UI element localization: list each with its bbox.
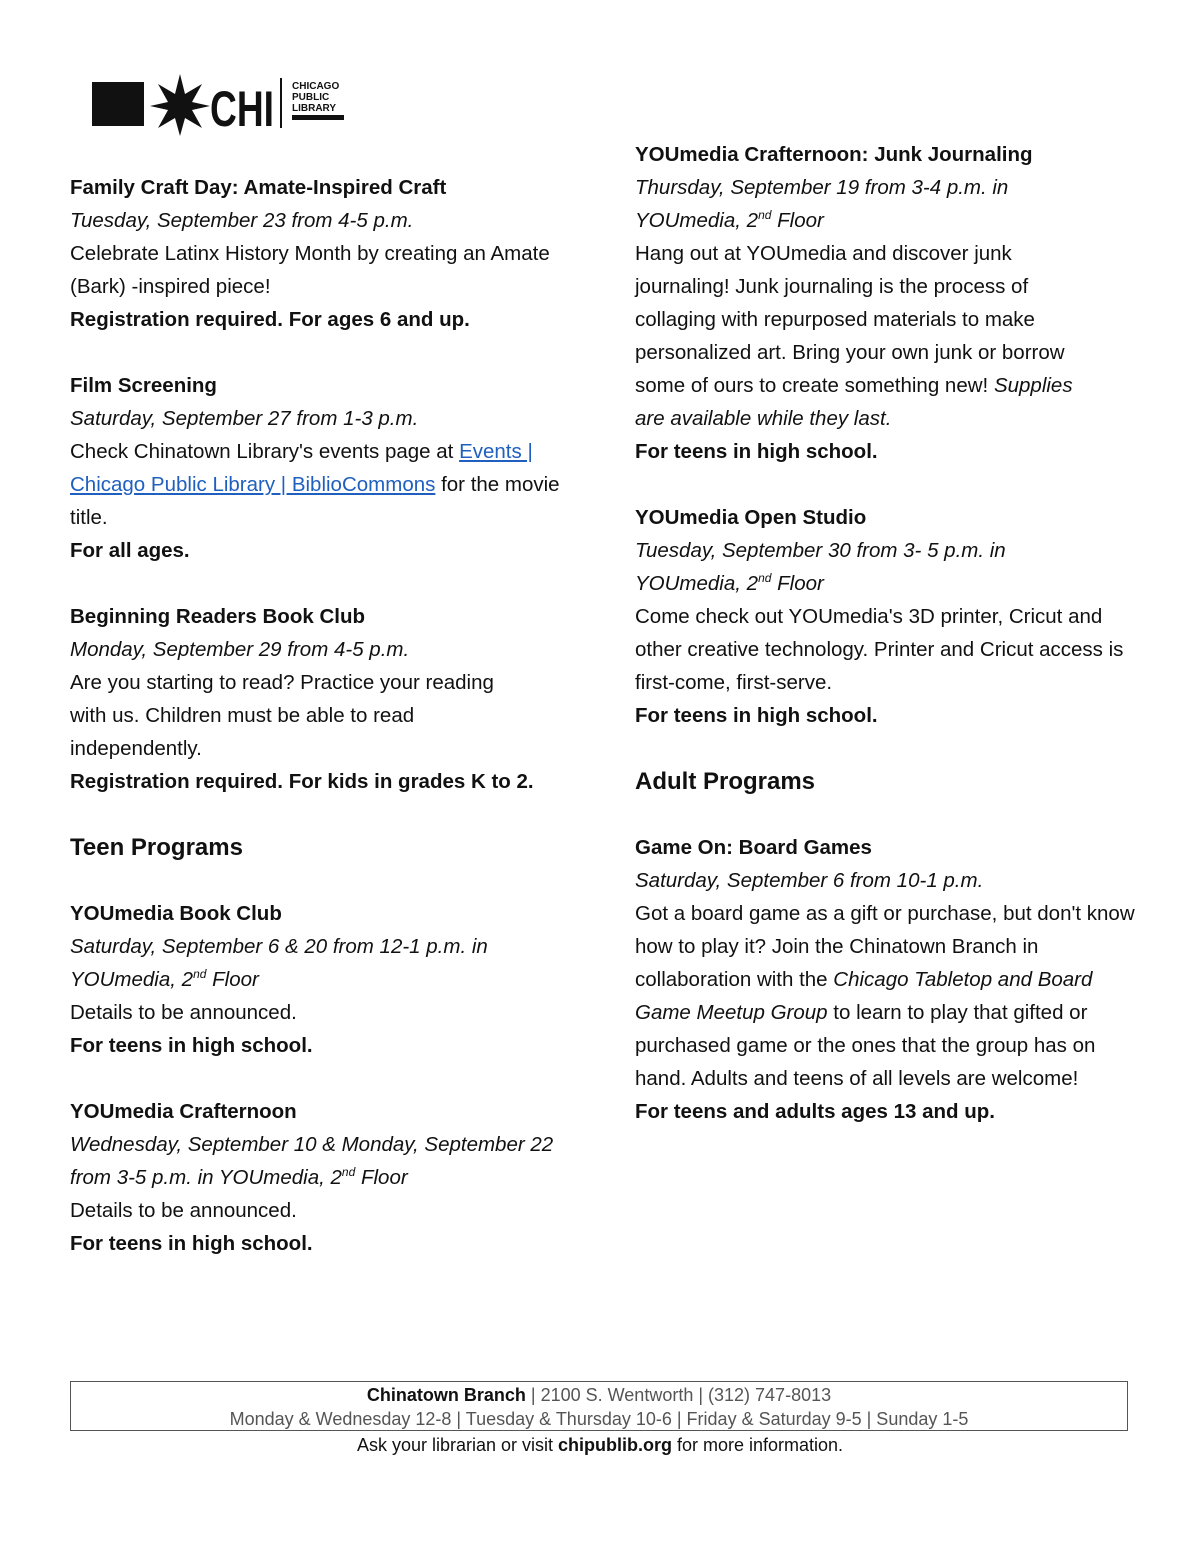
event-title: Family Craft Day: Amate-Inspired Craft xyxy=(70,176,447,199)
event-description: Come check out YOUmedia's 3D printer, Cricut and other creative technology. Printer and Cricut access is first-come, first-serve. xyxy=(635,605,1124,694)
event-date-text: Tuesday, September 30 from 3- 5 p.m. in YOUmedia, 2 xyxy=(635,539,1006,595)
event-description-text: Got a board game as a gift or purchase, but don't know how to play it? Join the Chinatown Branch in collaboration with the xyxy=(635,902,1135,991)
footer-website: chipublib.org xyxy=(558,1435,672,1455)
event-date xyxy=(70,930,530,996)
branch-hours: Monday & Wednesday 12-8 | Tuesday & Thursday 10-6 | Friday & Saturday 9-5 | Sunday 1-5 xyxy=(229,1409,969,1429)
event-date-text: Thursday, September 19 from 3-4 p.m. in YOUmedia, 2 xyxy=(635,176,1009,232)
event-description-text: for the movie title. xyxy=(70,473,560,529)
ordinal-suffix: nd xyxy=(758,571,772,586)
event-date-text: Floor xyxy=(771,572,824,595)
event-title: Beginning Readers Book Club xyxy=(70,605,365,628)
event-date xyxy=(635,534,1035,600)
event-description-text: Check Chinatown Library's events page at xyxy=(70,440,460,463)
logo-org-line2: PUBLIC xyxy=(292,92,330,103)
event-description: Celebrate Latinx History Month by creating an Amate (Bark) -inspired piece! xyxy=(70,242,550,298)
event-date-text: Floor xyxy=(355,1166,408,1189)
footer-note xyxy=(70,1433,1130,1457)
event-description xyxy=(635,897,1140,1095)
event-date: Saturday, September 6 from 10-1 p.m. xyxy=(635,869,984,892)
event-requirements: For teens in high school. xyxy=(635,440,878,463)
right-column xyxy=(635,138,1140,1161)
ordinal-suffix: nd xyxy=(341,1165,356,1180)
logo-org-line1: CHICAGO xyxy=(292,81,340,92)
branch-name: Chinatown Branch xyxy=(366,1385,526,1405)
event-requirements: Registration required. For kids in grades K to 2. xyxy=(70,770,534,793)
event-description xyxy=(70,435,570,534)
event-description-text: to learn to play that gifted or purchased game or the ones that the group has on hand. Adults and teens of all levels are welcome! xyxy=(635,1001,1096,1090)
event-description: Details to be announced. xyxy=(70,1199,297,1222)
event-description: Details to be announced. xyxy=(70,1001,297,1024)
event-title: YOUmedia Open Studio xyxy=(635,506,867,529)
events-page-link[interactable]: Events | Chicago Public Library | BiblioCommons xyxy=(70,440,533,496)
event-date-text: Wednesday, September 10 & Monday, September 22 from 3-5 p.m. in YOUmedia, 2 xyxy=(70,1133,554,1189)
event-date-text: Saturday, September 6 & 20 from 12-1 p.m. in YOUmedia, 2 xyxy=(70,935,488,991)
event-title: Film Screening xyxy=(70,374,217,397)
event-description-group: Chicago Tabletop and Board Game Meetup Group xyxy=(635,968,1093,1024)
section-heading-adult: Adult Programs xyxy=(635,768,816,795)
event-beginning-readers xyxy=(70,600,570,798)
logo-wordmark: CHI xyxy=(210,81,274,136)
left-column xyxy=(70,171,570,1293)
event-date xyxy=(635,171,1035,237)
event-youmedia-book-club xyxy=(70,897,570,1062)
ordinal-suffix: nd xyxy=(193,967,207,982)
logo-black-square xyxy=(92,82,144,126)
event-date-text: Floor xyxy=(206,968,259,991)
logo-underline xyxy=(292,115,344,120)
chicago-public-library-logo xyxy=(92,72,352,136)
event-description: Are you starting to read? Practice your reading with us. Children must be able to read independently. xyxy=(70,671,494,760)
event-youmedia-open-studio xyxy=(635,501,1140,732)
event-requirements: For teens in high school. xyxy=(70,1232,313,1255)
event-requirements: For teens in high school. xyxy=(70,1034,313,1057)
branch-address: | 2100 S. Wentworth | (312) 747-8013 xyxy=(525,1385,832,1405)
ordinal-suffix: nd xyxy=(758,208,772,223)
event-description-note: Supplies are available while they last. xyxy=(635,374,1073,430)
event-board-games xyxy=(635,831,1140,1128)
logo-org-line3: LIBRARY xyxy=(292,103,337,114)
event-date: Monday, September 29 from 4-5 p.m. xyxy=(70,638,410,661)
footer-note-text: for more information. xyxy=(672,1435,844,1455)
star-icon xyxy=(150,74,210,136)
event-requirements: Registration required. For ages 6 and up. xyxy=(70,308,470,331)
event-film-screening xyxy=(70,369,570,567)
event-description xyxy=(635,237,1100,435)
event-date-text: Floor xyxy=(771,209,824,232)
event-title: Game On: Board Games xyxy=(635,836,872,859)
logo-divider xyxy=(280,78,282,128)
event-junk-journaling xyxy=(635,138,1140,468)
event-youmedia-crafternoon xyxy=(70,1095,570,1260)
event-description-text: Hang out at YOUmedia and discover junk journaling! Junk journaling is the process of collaging with repurposed materials to make personalized art. Bring your own junk or borrow some of ours to create something new! xyxy=(635,242,1065,397)
event-title: YOUmedia Crafternoon: Junk Journaling xyxy=(635,143,1033,166)
footer-note-text: Ask your librarian or visit xyxy=(356,1435,558,1455)
event-requirements: For all ages. xyxy=(70,539,190,562)
event-date: Tuesday, September 23 from 4-5 p.m. xyxy=(70,209,414,232)
section-heading-teen: Teen Programs xyxy=(70,834,243,861)
event-family-craft-day xyxy=(70,171,570,336)
branch-info-box xyxy=(70,1381,1128,1431)
event-date: Saturday, September 27 from 1-3 p.m. xyxy=(70,407,419,430)
event-requirements: For teens in high school. xyxy=(635,704,878,727)
event-date xyxy=(70,1128,570,1194)
event-title: YOUmedia Book Club xyxy=(70,902,282,925)
event-title: YOUmedia Crafternoon xyxy=(70,1100,297,1123)
branch-address-line xyxy=(71,1383,1127,1407)
event-requirements: For teens and adults ages 13 and up. xyxy=(635,1100,995,1123)
